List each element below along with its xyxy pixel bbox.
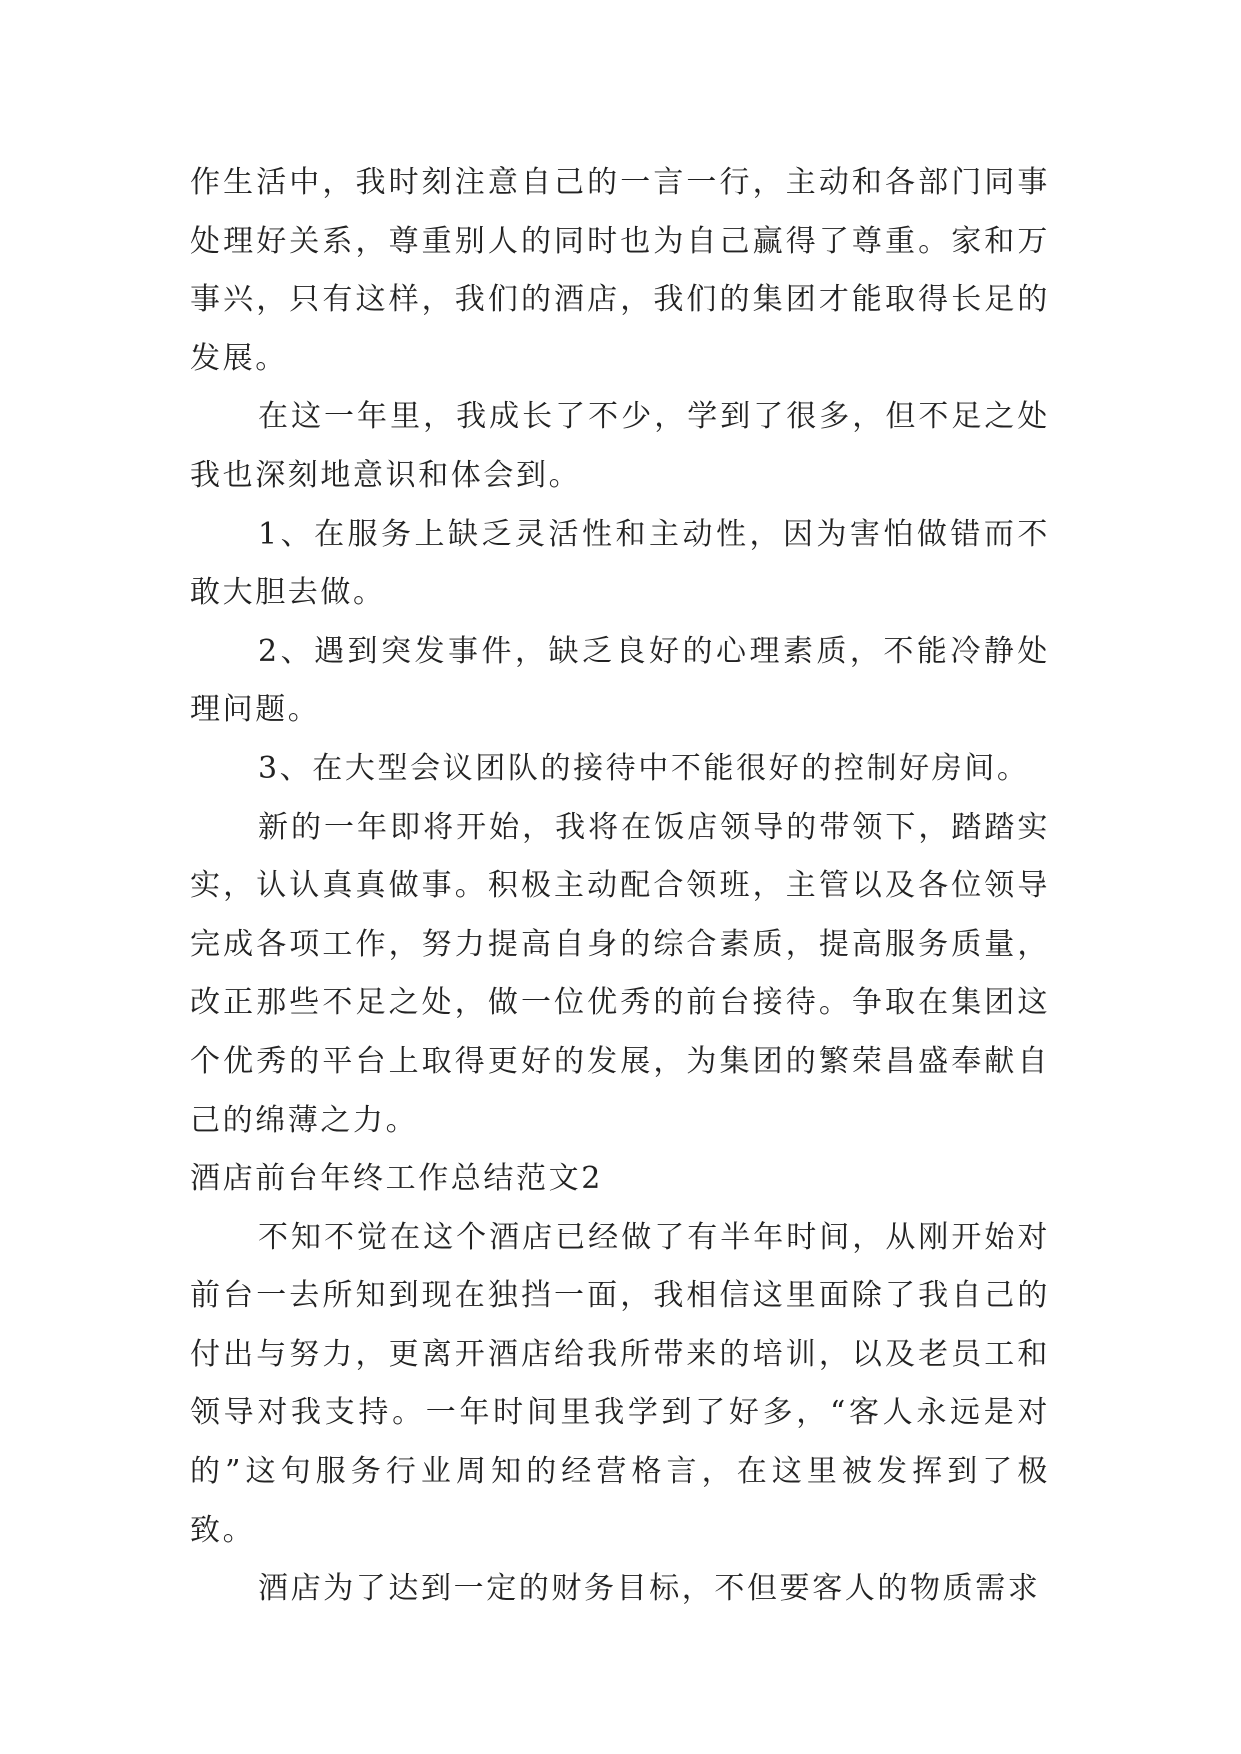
paragraph-continuation: 作生活中，我时刻注意自己的一言一行，主动和各部门同事处理好关系，尊重别人的同时也为自己赢得了尊重。家和万事兴，只有这样，我们的酒店，我们的集团才能取得长足的发展。 xyxy=(190,165,1050,376)
list-item-2: 2、遇到突发事件，缺乏良好的心理素质，不能冷静处理问题。 xyxy=(190,633,1050,728)
list-item-1: 1、在服务上缺乏灵活性和主动性，因为害怕做错而不敢大胆去做。 xyxy=(190,516,1050,611)
paragraph-financial: 酒店为了达到一定的财务目标，不但要客人的物质需求 xyxy=(258,1571,1041,1607)
document-body xyxy=(190,154,1050,1619)
list-item-3: 3、在大型会议团队的接待中不能很好的控制好房间。 xyxy=(258,750,1030,786)
section-heading: 酒店前台年终工作总结范文2 xyxy=(190,1161,603,1197)
paragraph-new-year: 新的一年即将开始，我将在饭店领导的带领下，踏踏实实，认认真真做事。积极主动配合领班，主管以及各位领导完成各项工作，努力提高自身的综合素质，提高服务质量，改正那些不足之处，做一位优秀的前台接待。争取在集团这个优秀的平台上取得更好的发展，为集团的繁荣昌盛奉献自己的绵薄之力。 xyxy=(190,809,1050,1138)
paragraph-half-year: 不知不觉在这个酒店已经做了有半年时间，从刚开始对前台一去所知到现在独挡一面，我相信这里面除了我自己的付出与努力，更离开酒店给我所带来的培训，以及老员工和领导对我支持。一年时间里我学到了好多，“客人永远是对的”这句服务行业周知的经营格言，在这里被发挥到了极致。 xyxy=(190,1219,1050,1548)
paragraph-growth: 在这一年里，我成长了不少，学到了很多，但不足之处我也深刻地意识和体会到。 xyxy=(190,399,1050,493)
